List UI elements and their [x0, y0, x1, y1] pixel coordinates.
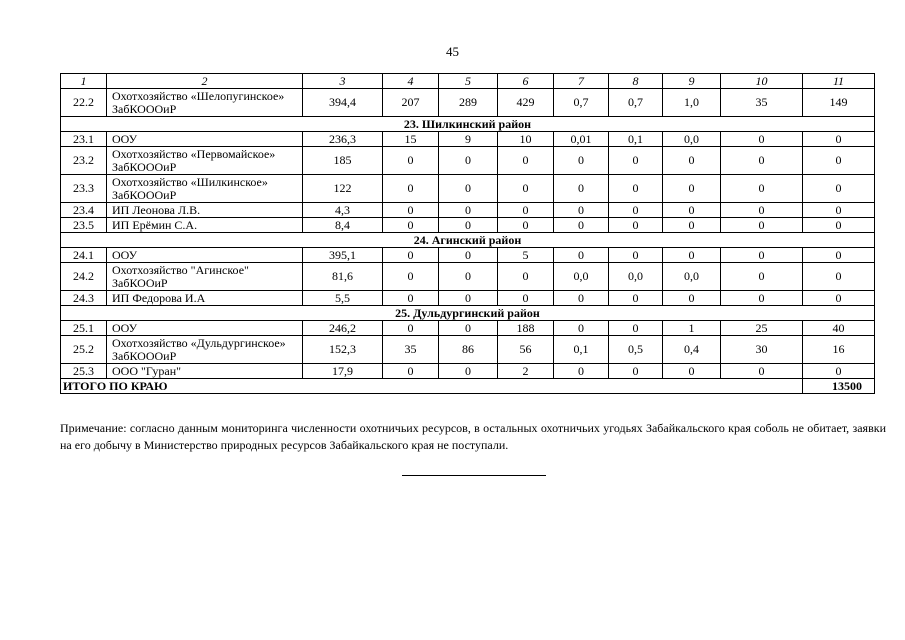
section-header-row — [61, 233, 875, 248]
column-number: 10 — [721, 74, 803, 89]
table-cell: 86 — [439, 336, 498, 364]
table-row — [61, 132, 875, 147]
table-cell: 17,9 — [303, 364, 383, 379]
table-cell: 0 — [721, 291, 803, 306]
total-value: 13500 — [803, 379, 875, 394]
table-cell: 0 — [498, 291, 554, 306]
row-number: 23.4 — [61, 203, 107, 218]
table-row — [61, 248, 875, 263]
table-cell: 236,3 — [303, 132, 383, 147]
row-number: 23.2 — [61, 147, 107, 175]
table-cell: 30 — [721, 336, 803, 364]
table-cell: 9 — [439, 132, 498, 147]
row-number: 23.3 — [61, 175, 107, 203]
table-cell: 0 — [803, 175, 875, 203]
organization-name: ООУ — [107, 132, 303, 147]
table-row — [61, 89, 875, 117]
table-cell: 0,0 — [609, 263, 663, 291]
table-cell: 0 — [383, 291, 439, 306]
organization-name: Охотхозяйство «Дульдургинское» ЗабКОООиР — [107, 336, 303, 364]
table-cell: 35 — [383, 336, 439, 364]
organization-name: ИП Леонова Л.В. — [107, 203, 303, 218]
table-row — [61, 291, 875, 306]
page-number: 45 — [446, 44, 459, 59]
column-number: 2 — [107, 74, 303, 89]
table-cell: 0,0 — [663, 132, 721, 147]
table-cell: 0 — [803, 147, 875, 175]
table-cell: 0 — [439, 147, 498, 175]
table-cell: 0 — [554, 364, 609, 379]
total-label: ИТОГО ПО КРАЮ — [61, 379, 803, 394]
section-header-row — [61, 306, 875, 321]
column-number: 3 — [303, 74, 383, 89]
divider-line — [402, 475, 546, 476]
table-cell: 0 — [721, 132, 803, 147]
table-cell: 0 — [439, 203, 498, 218]
table-cell: 149 — [803, 89, 875, 117]
table-cell: 0 — [803, 203, 875, 218]
row-number: 25.1 — [61, 321, 107, 336]
table-cell: 0 — [609, 291, 663, 306]
table-cell: 0 — [383, 263, 439, 291]
column-number: 9 — [663, 74, 721, 89]
organization-name: Охотхозяйство «Первомайское» ЗабКОООиР — [107, 147, 303, 175]
table-cell: 0 — [383, 218, 439, 233]
table-cell: 8,4 — [303, 218, 383, 233]
table-cell: 0 — [721, 364, 803, 379]
table-cell: 395,1 — [303, 248, 383, 263]
column-number: 4 — [383, 74, 439, 89]
table-cell: 0,0 — [663, 263, 721, 291]
footnote: Примечание: согласно данным мониторинга численности охотничьих ресурсов, в остальных охотничьих угодьях Забайкальского края соболь не обитает, заявки на его добычу в Министерство природных ресурсов Забайкальского края не поступали. — [60, 421, 886, 452]
table-cell: 0 — [663, 203, 721, 218]
table-cell: 15 — [383, 132, 439, 147]
organization-name: Охотхозяйство «Шелопугинское» ЗабКОООиР — [107, 89, 303, 117]
table-cell: 0 — [609, 364, 663, 379]
row-number: 23.5 — [61, 218, 107, 233]
organization-name: Охотхозяйство «Шилкинское» ЗабКОООиР — [107, 175, 303, 203]
table-cell: 0 — [498, 175, 554, 203]
table-cell: 0 — [554, 291, 609, 306]
table-cell: 0 — [609, 321, 663, 336]
table-row — [61, 321, 875, 336]
table-cell: 185 — [303, 147, 383, 175]
table-cell: 0 — [498, 218, 554, 233]
table-cell: 0,1 — [609, 132, 663, 147]
table-cell: 56 — [498, 336, 554, 364]
table-cell: 4,3 — [303, 203, 383, 218]
table-cell: 0 — [721, 175, 803, 203]
table-cell: 0,0 — [554, 263, 609, 291]
table-cell: 0 — [721, 248, 803, 263]
column-number: 5 — [439, 74, 498, 89]
table-cell: 81,6 — [303, 263, 383, 291]
section-title: 24. Агинский район — [61, 233, 875, 248]
organization-name: ООУ — [107, 248, 303, 263]
table-row — [61, 175, 875, 203]
row-number: 24.1 — [61, 248, 107, 263]
table-cell: 0 — [663, 248, 721, 263]
hunting-resources-table — [60, 73, 875, 394]
table-cell: 5 — [498, 248, 554, 263]
table-cell: 1,0 — [663, 89, 721, 117]
row-number: 25.3 — [61, 364, 107, 379]
column-number: 6 — [498, 74, 554, 89]
organization-name: ИП Федорова И.А — [107, 291, 303, 306]
row-number: 25.2 — [61, 336, 107, 364]
section-header-row — [61, 117, 875, 132]
total-row — [61, 379, 875, 394]
table-cell: 0 — [554, 147, 609, 175]
table-row — [61, 364, 875, 379]
table-cell: 0 — [498, 203, 554, 218]
organization-name: ИП Ерёмин С.А. — [107, 218, 303, 233]
table-cell: 0 — [609, 147, 663, 175]
column-number: 1 — [61, 74, 107, 89]
table-cell: 246,2 — [303, 321, 383, 336]
table-cell: 0 — [803, 218, 875, 233]
table-cell: 0 — [439, 248, 498, 263]
column-number: 11 — [803, 74, 875, 89]
row-number: 24.2 — [61, 263, 107, 291]
table-cell: 0 — [721, 263, 803, 291]
table-cell: 0,4 — [663, 336, 721, 364]
row-number: 22.2 — [61, 89, 107, 117]
table-cell: 0 — [554, 321, 609, 336]
table-cell: 0,01 — [554, 132, 609, 147]
table-cell: 0 — [439, 321, 498, 336]
table-cell: 0 — [439, 291, 498, 306]
table-cell: 0 — [498, 263, 554, 291]
table-row — [61, 203, 875, 218]
table-cell: 0,5 — [609, 336, 663, 364]
table-cell: 0 — [609, 218, 663, 233]
table-cell: 0 — [383, 364, 439, 379]
table-cell: 0 — [803, 263, 875, 291]
table-cell: 0 — [721, 218, 803, 233]
table-cell: 0 — [383, 147, 439, 175]
table-cell: 0 — [383, 321, 439, 336]
table-cell: 0 — [803, 364, 875, 379]
table-cell: 0 — [383, 175, 439, 203]
row-number: 24.3 — [61, 291, 107, 306]
table-cell: 0 — [609, 175, 663, 203]
table-cell: 0 — [439, 175, 498, 203]
table-cell: 0 — [803, 132, 875, 147]
table-cell: 122 — [303, 175, 383, 203]
table-cell: 0 — [498, 147, 554, 175]
table-cell: 0 — [663, 147, 721, 175]
table-row — [61, 218, 875, 233]
section-title: 25. Дульдургинский район — [61, 306, 875, 321]
table-cell: 0 — [721, 147, 803, 175]
table-cell: 16 — [803, 336, 875, 364]
table-cell: 0 — [439, 218, 498, 233]
table-cell: 1 — [663, 321, 721, 336]
table-cell: 0 — [721, 203, 803, 218]
table-cell: 0,7 — [554, 89, 609, 117]
table-cell: 152,3 — [303, 336, 383, 364]
row-number: 23.1 — [61, 132, 107, 147]
table-body — [61, 74, 875, 394]
organization-name: ООО "Гуран" — [107, 364, 303, 379]
table-cell: 0 — [554, 218, 609, 233]
section-title: 23. Шилкинский район — [61, 117, 875, 132]
table-cell: 40 — [803, 321, 875, 336]
table-cell: 0,1 — [554, 336, 609, 364]
column-number-header — [61, 74, 875, 89]
table-cell: 0 — [803, 248, 875, 263]
table-cell: 10 — [498, 132, 554, 147]
table-cell: 0 — [439, 364, 498, 379]
table-cell: 0 — [663, 291, 721, 306]
table-row — [61, 336, 875, 364]
table-cell: 429 — [498, 89, 554, 117]
table-cell: 0 — [803, 291, 875, 306]
table-cell: 394,4 — [303, 89, 383, 117]
table-cell: 0 — [439, 263, 498, 291]
table-cell: 0 — [609, 203, 663, 218]
table-row — [61, 263, 875, 291]
table-cell: 289 — [439, 89, 498, 117]
organization-name: Охотхозяйство "Агинское" ЗабКООиР — [107, 263, 303, 291]
table-cell: 25 — [721, 321, 803, 336]
organization-name: ООУ — [107, 321, 303, 336]
table-row — [61, 147, 875, 175]
table-cell: 0 — [383, 248, 439, 263]
table-cell: 0 — [554, 175, 609, 203]
table-cell: 0,7 — [609, 89, 663, 117]
column-number: 8 — [609, 74, 663, 89]
table-cell: 0 — [383, 203, 439, 218]
table-cell: 0 — [554, 203, 609, 218]
table-cell: 0 — [609, 248, 663, 263]
table-cell: 0 — [663, 218, 721, 233]
table-cell: 207 — [383, 89, 439, 117]
table-cell: 0 — [663, 175, 721, 203]
table-cell: 0 — [663, 364, 721, 379]
table-cell: 2 — [498, 364, 554, 379]
table-cell: 188 — [498, 321, 554, 336]
table-cell: 5,5 — [303, 291, 383, 306]
column-number: 7 — [554, 74, 609, 89]
table-cell: 35 — [721, 89, 803, 117]
table-cell: 0 — [554, 248, 609, 263]
